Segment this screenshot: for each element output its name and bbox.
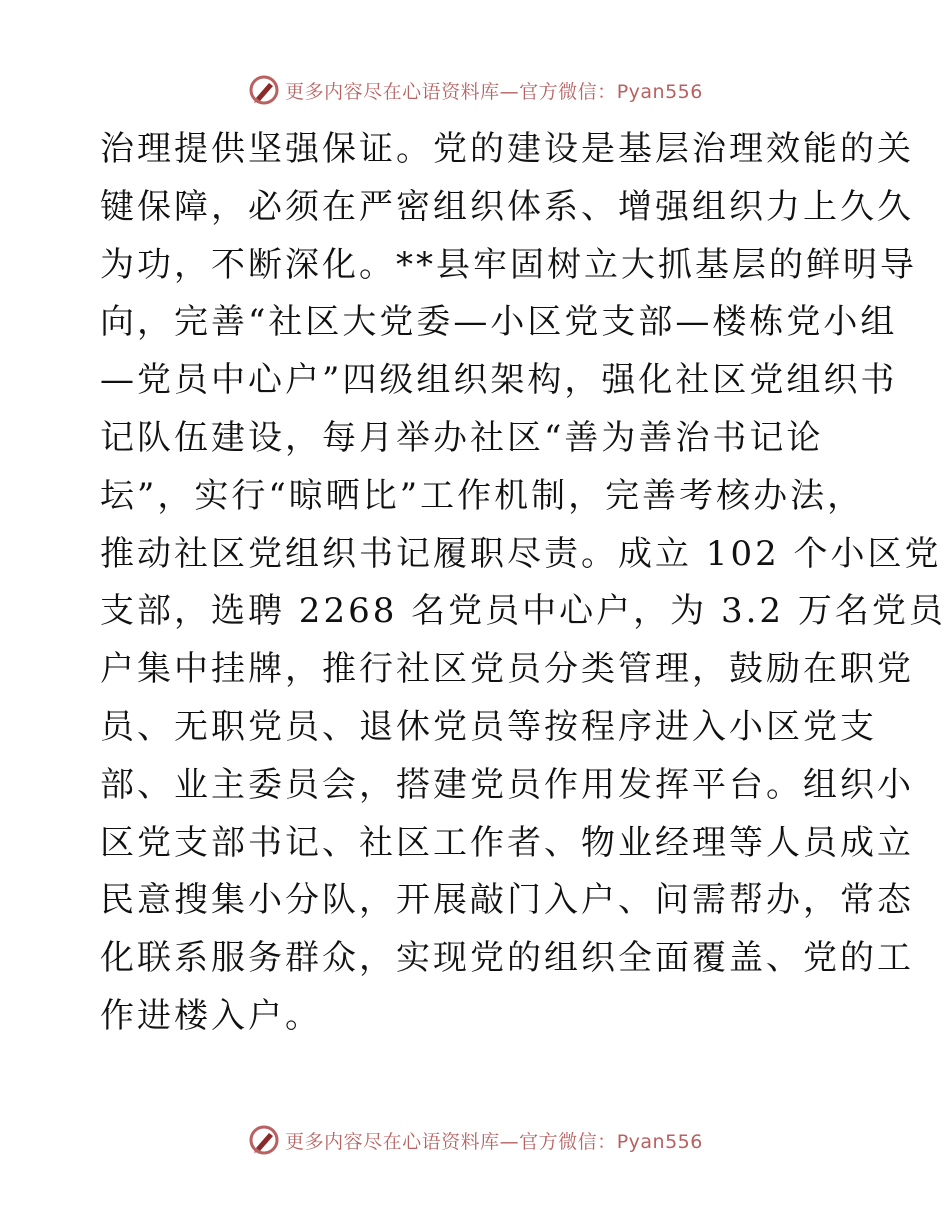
- header-wechat-account: Pyan556: [616, 80, 703, 103]
- header-banner: [0, 70, 950, 110]
- text-line: 治理提供坚强保证。党的建设是基层治理效能的关: [100, 129, 914, 169]
- footer-brand: 更多内容尽在心语资料库: [285, 1130, 500, 1153]
- footer-separator: —: [499, 1130, 520, 1153]
- text-line: 作进楼入户。: [100, 995, 322, 1036]
- text-line: 民意搜集小分队，开展敲门入户、问需帮办，常态: [100, 880, 914, 921]
- text-line: 记队伍建设，每月举办社区“善为善治书记论: [100, 417, 824, 458]
- header-wechat-label: 官方微信：: [519, 80, 617, 103]
- text-line: 坛”，实行“晾晒比”工作机制，完善考核办法，: [100, 475, 865, 516]
- text-line: 支部，选聘 2268 名党员中心户，为 3.2 万名党员: [100, 591, 946, 632]
- pen-circle-icon: [247, 1123, 281, 1157]
- text-line: 推动社区党组织书记履职尽责。成立 102 个小区党: [100, 533, 942, 574]
- header-separator: —: [499, 80, 520, 103]
- pen-circle-icon: [247, 73, 281, 107]
- footer-wechat-label: 官方微信：: [519, 1130, 617, 1153]
- text-line: 向，完善“社区大党委—小区党支部—楼栋党小组: [100, 302, 898, 343]
- footer-brand-text: [285, 1127, 703, 1154]
- text-line: 为功，不断深化。**县牢固树立大抓基层的鲜明导: [100, 244, 917, 285]
- header-brand: 更多内容尽在心语资料库: [285, 80, 500, 103]
- text-line: 员、无职党员、退休党员等按程序进入小区党支: [100, 706, 877, 747]
- text-line: 区党支部书记、社区工作者、物业经理等人员成立: [100, 822, 914, 863]
- text-line: 键保障，必须在严密组织体系、增强组织力上久久: [100, 186, 914, 227]
- text-line: 户集中挂牌，推行社区党员分类管理，鼓励在职党: [100, 649, 914, 690]
- footer-banner: [0, 1120, 950, 1160]
- text-line: 化联系服务群众，实现党的组织全面覆盖、党的工: [100, 938, 914, 979]
- header-brand-text: [285, 77, 703, 104]
- footer-wechat-account: Pyan556: [616, 1130, 703, 1153]
- text-line: —党员中心户”四级组织架构，强化社区党组织书: [100, 360, 898, 401]
- document-body: [100, 121, 946, 1046]
- text-line: 部、业主委员会，搭建党员作用发挥平台。组织小: [100, 764, 914, 805]
